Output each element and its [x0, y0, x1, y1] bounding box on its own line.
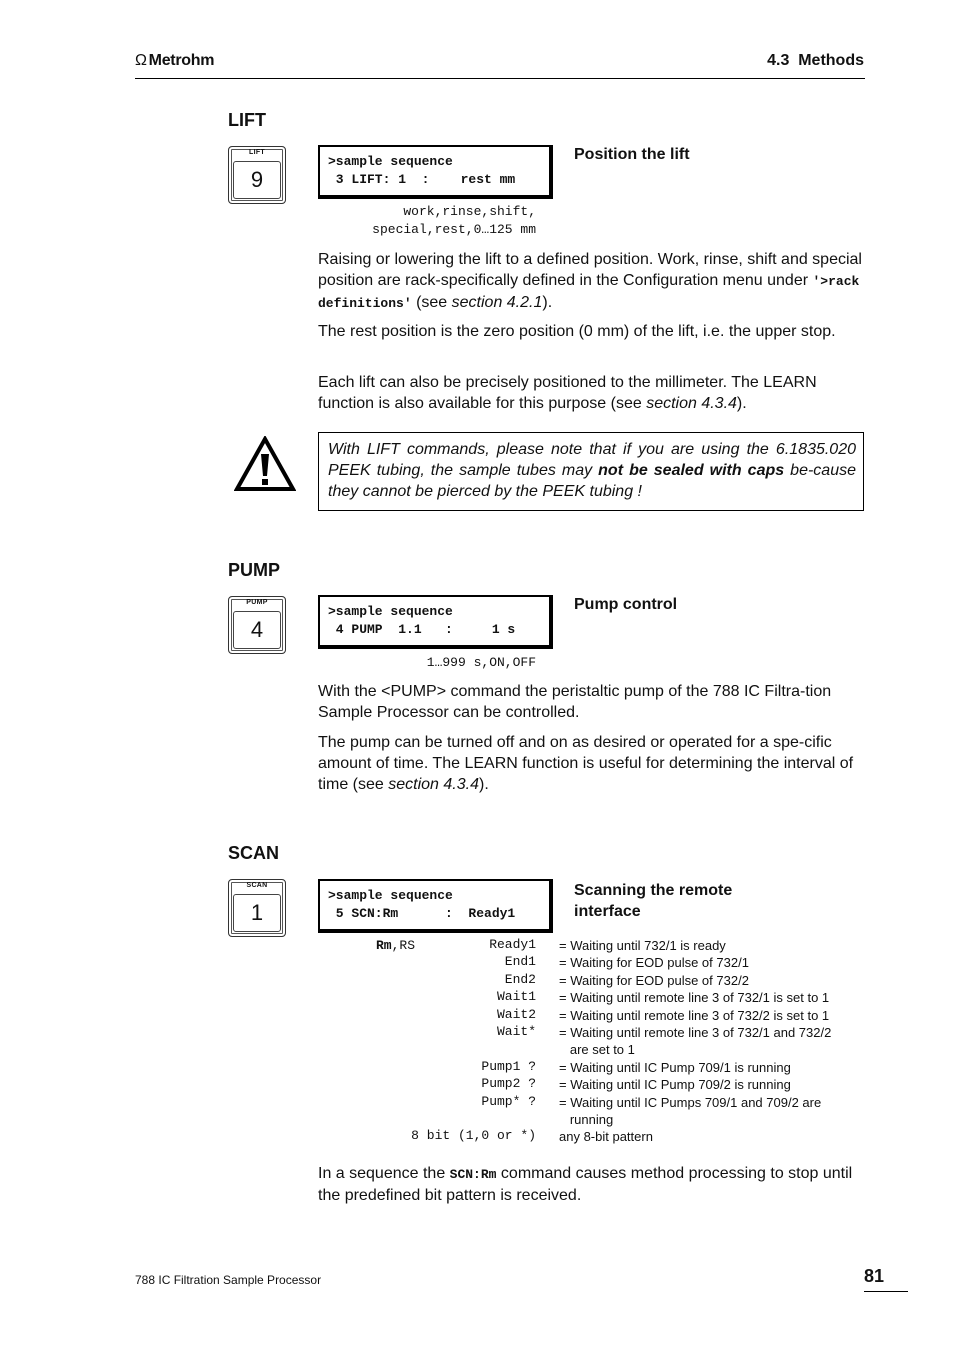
pump-section-title: PUMP — [228, 560, 281, 580]
warning-icon — [234, 436, 296, 492]
pump-paragraph-2 — [318, 732, 863, 795]
scan-row-description: are set to 1 — [559, 1042, 635, 1058]
scan-param-rm: Rm — [376, 938, 392, 953]
scan-display-line2: 5 SCN:Rm : Ready1 — [328, 906, 516, 921]
page-number: 81 — [863, 1266, 884, 1286]
lift-p1-text: Raising or lowering the lift to a defined position. Work, rinse, shift and special position are rack-specifically defined in the Configuration menu under — [318, 251, 862, 289]
lift-p3-text: Each lift can also be precisely positioned to the millimeter. The LEARN function is also available for this purpose (see — [318, 374, 817, 412]
lift-key-number: 9 — [233, 161, 281, 199]
scan-row-code: End1 — [504, 954, 536, 970]
pump-params: 1…999 s,ON,OFF — [426, 655, 536, 670]
lift-p1-ref: section 4.2.1 — [451, 294, 543, 311]
scan-row-description: = Waiting until remote line 3 of 732/2 is set to 1 — [559, 1007, 830, 1023]
scan-row-code: Pump1 ? — [481, 1058, 536, 1074]
scan-row-description: running — [559, 1112, 614, 1127]
lift-p1-text-c: ). — [542, 294, 553, 311]
pump-display-line1: >sample sequence — [328, 604, 453, 619]
lift-paragraph-1 — [318, 249, 863, 314]
scan-row-description: any 8-bit pattern — [559, 1129, 653, 1145]
scan-key-number: 1 — [233, 894, 281, 932]
scan-row-description: = Waiting until IC Pump 709/2 is running — [559, 1077, 791, 1093]
scan-row-description: = Waiting for EOD pulse of 732/1 — [559, 955, 749, 971]
scan-section-title: SCAN — [228, 843, 280, 863]
lift-paragraph-2: The rest position is the zero position (0 mm) of the lift, i.e. the upper stop. — [318, 323, 836, 340]
lift-section-title: LIFT — [228, 110, 266, 130]
scan-row-code: Pump* ? — [481, 1093, 536, 1109]
lift-params-line1: work,rinse,shift, — [403, 204, 536, 219]
scan-row-description: = Waiting until IC Pumps 709/1 and 709/2 are — [559, 1094, 822, 1110]
pump-display — [318, 595, 553, 649]
scan-row-description: = Waiting for EOD pulse of 732/2 — [559, 972, 749, 988]
chapter-title: 4.3 Methods — [767, 52, 864, 69]
lift-key-label: LIFT — [249, 149, 265, 156]
pump-paragraph-1: With the <PUMP> command the peristaltic pump of the 788 IC Filtra-tion Sample Processor can be controlled. — [318, 683, 832, 721]
scan-display — [318, 879, 553, 933]
scan-param-rs: ,RS — [391, 938, 416, 953]
lift-p1-code: '>rack definitions' — [318, 274, 860, 311]
lift-display-line2: 3 LIFT: 1 : rest mm — [328, 172, 516, 187]
scan-subheading — [574, 880, 732, 922]
pump-key — [228, 596, 286, 654]
scan-row-code: Ready1 — [489, 937, 536, 952]
lift-key — [228, 146, 286, 204]
header-rule — [135, 78, 865, 79]
lift-subheading: Position the lift — [574, 146, 690, 163]
scan-row-description: = Waiting until 732/1 is ready — [559, 938, 726, 953]
scan-p1-text-b: command causes method processing to stop until the predefined bit pattern is received. — [318, 1165, 853, 1204]
pump-key-label: PUMP — [246, 599, 268, 606]
scan-key — [228, 879, 286, 937]
scan-row-description: = Waiting until IC Pump 709/1 is running — [559, 1059, 791, 1075]
omega-logo-icon: Ω — [135, 52, 147, 69]
scan-row-code: Wait2 — [496, 1006, 536, 1022]
lift-warning-text-a: With LIFT commands, please note that if you are using the 6.1835.020 PEEK tubing, the sample tubes may — [328, 441, 856, 479]
lift-warning-text — [328, 439, 856, 502]
lift-display-line1: >sample sequence — [328, 154, 453, 169]
scan-row-description: = Waiting until remote line 3 of 732/1 and 732/2 — [559, 1025, 832, 1040]
footer-product: 788 IC Filtration Sample Processor — [135, 1273, 322, 1287]
scan-subheading-line2: interface — [574, 903, 641, 920]
lift-params — [318, 203, 536, 239]
pump-p2-text-b: ). — [478, 776, 489, 793]
lift-warning-text-b: be-cause they cannot be pierced by the PEEK tubing ! — [328, 462, 856, 500]
pump-subheading: Pump control — [574, 596, 678, 613]
pump-p2-text: The pump can be turned off and on as desired or operated for a spe-cific amount of time. The LEARN function is useful for determining the interval of time (see — [318, 734, 854, 793]
lift-paragraph-3 — [318, 372, 863, 414]
lift-warning-bold: not be sealed with caps — [598, 462, 785, 479]
pump-key-number: 4 — [233, 611, 281, 649]
logo-text: Metrohm — [148, 52, 215, 69]
scan-display-line1: >sample sequence — [328, 888, 453, 903]
pump-display-line2: 4 PUMP 1.1 : 1 s — [328, 622, 516, 637]
scan-key-label: SCAN — [246, 882, 268, 889]
footer-rule — [864, 1291, 908, 1292]
lift-p3-ref: section 4.3.4 — [646, 395, 737, 412]
lift-p3-text-b: ). — [736, 395, 747, 412]
lift-display — [318, 145, 553, 199]
scan-row-code: Wait* — [496, 1024, 536, 1039]
lift-warning-box — [318, 432, 864, 511]
scan-row-description: = Waiting until remote line 3 of 732/1 is set to 1 — [559, 990, 830, 1006]
scan-p1-text: In a sequence the — [318, 1165, 450, 1182]
scan-row-code: End2 — [504, 971, 536, 987]
metrohm-logo — [135, 52, 214, 70]
scan-subheading-line1: Scanning the remote — [574, 882, 733, 899]
lift-params-line2: special,rest,0…125 mm — [372, 222, 536, 237]
scan-row-code: 8 bit (1,0 or *) — [411, 1128, 536, 1144]
scan-row-code: Pump2 ? — [481, 1076, 536, 1092]
pump-p2-ref: section 4.3.4 — [388, 776, 479, 793]
scan-paragraph-1 — [318, 1163, 863, 1206]
scan-p1-code: SCN:Rm — [449, 1167, 497, 1182]
lift-p1-text-b: (see — [411, 294, 452, 311]
scan-row-code: Wait1 — [496, 989, 536, 1005]
